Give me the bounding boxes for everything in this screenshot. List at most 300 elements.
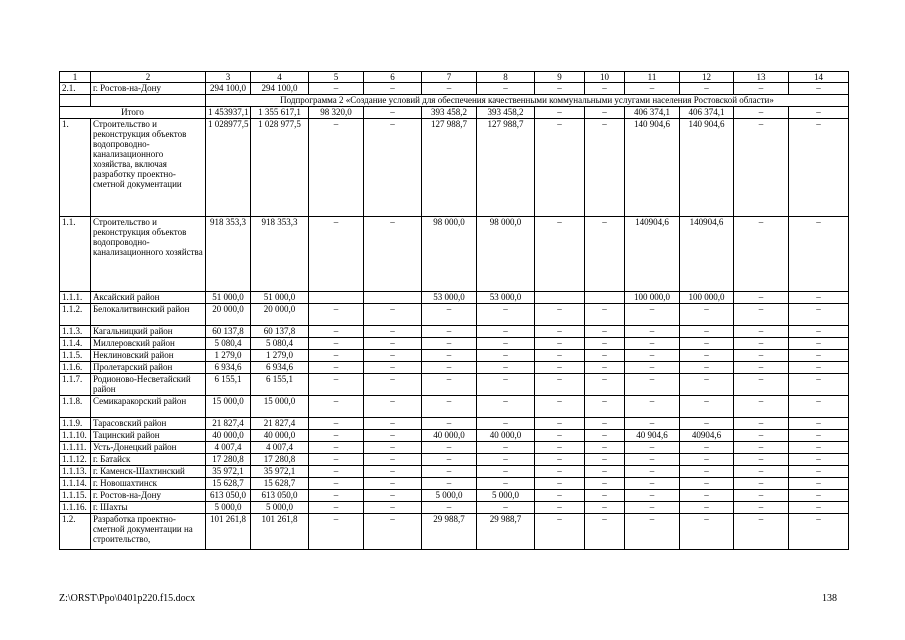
table-row: [60, 83, 849, 95]
table-cell: 406 374,1: [625, 107, 680, 119]
table-cell: 6 934,6: [251, 362, 309, 374]
empty-cell: [60, 95, 91, 107]
table-cell: –: [364, 418, 422, 430]
table-cell: –: [309, 466, 364, 478]
table-cell: 20 000,0: [251, 304, 309, 326]
table-cell: 15 000,0: [206, 396, 251, 418]
table-cell: 393 458,2: [422, 107, 477, 119]
table-cell: 53 000,0: [477, 292, 535, 304]
table-cell: –: [477, 326, 535, 338]
row-number: 1.1.8.: [60, 396, 91, 418]
table-cell: –: [309, 396, 364, 418]
table-cell: –: [477, 362, 535, 374]
table-cell: 100 000,0: [680, 292, 734, 304]
table-cell: –: [789, 430, 849, 442]
table-cell: –: [422, 304, 477, 326]
table-cell: –: [789, 119, 849, 217]
table-cell: –: [364, 396, 422, 418]
table-cell: –: [364, 304, 422, 326]
table-cell: –: [364, 430, 422, 442]
table-cell: –: [477, 502, 535, 514]
table-cell: –: [585, 350, 625, 362]
table-cell: 60 137,8: [206, 326, 251, 338]
table-cell: –: [734, 338, 789, 350]
row-number: 1.1.7.: [60, 374, 91, 396]
table-cell: –: [309, 374, 364, 396]
subprogram-row: [60, 95, 849, 107]
table-cell: 53 000,0: [422, 292, 477, 304]
table-row: [60, 430, 849, 442]
table-cell: –: [535, 107, 585, 119]
table-cell: –: [364, 442, 422, 454]
table-cell: –: [364, 478, 422, 490]
table-cell: –: [585, 304, 625, 326]
table-cell: 5 080,4: [206, 338, 251, 350]
row-number: 1.1.6.: [60, 362, 91, 374]
table-row: [60, 350, 849, 362]
table-cell: –: [309, 217, 364, 292]
table-cell: –: [680, 83, 734, 95]
table-cell: 40 000,0: [422, 430, 477, 442]
table-cell: –: [477, 83, 535, 95]
table-row: [60, 326, 849, 338]
table-cell: –: [364, 217, 422, 292]
table-cell: –: [535, 326, 585, 338]
total-label: Итого: [60, 107, 206, 119]
table-cell: –: [309, 326, 364, 338]
table-cell: –: [309, 304, 364, 326]
table-cell: –: [422, 502, 477, 514]
table-cell: –: [625, 396, 680, 418]
table-cell: –: [364, 502, 422, 514]
table-cell: –: [477, 350, 535, 362]
table-cell: –: [364, 514, 422, 550]
table-cell: –: [789, 292, 849, 304]
table-row: [60, 502, 849, 514]
table-cell: –: [789, 502, 849, 514]
table-cell: –: [309, 490, 364, 502]
table-cell: –: [680, 502, 734, 514]
row-number: 1.1.3.: [60, 326, 91, 338]
table-cell: –: [309, 502, 364, 514]
table-cell: –: [680, 478, 734, 490]
table-cell: –: [364, 119, 422, 217]
header-row: [60, 72, 849, 83]
table-cell: –: [789, 418, 849, 430]
table-cell: 40 000,0: [251, 430, 309, 442]
table-cell: –: [789, 338, 849, 350]
row-name: г. Каменск-Шахтинский: [91, 466, 206, 478]
table-cell: –: [585, 119, 625, 217]
row-number: 1.1.13.: [60, 466, 91, 478]
table-cell: 15 000,0: [251, 396, 309, 418]
table-cell: –: [734, 442, 789, 454]
table-row: [60, 490, 849, 502]
table-cell: –: [535, 430, 585, 442]
table-cell: –: [535, 454, 585, 466]
table-cell: 4 007,4: [206, 442, 251, 454]
table-cell: –: [422, 466, 477, 478]
table-cell: –: [422, 442, 477, 454]
table-cell: –: [789, 304, 849, 326]
table-cell: –: [734, 350, 789, 362]
table-cell: –: [625, 478, 680, 490]
column-number-8: 8: [477, 72, 535, 83]
table-cell: 918 353,3: [206, 217, 251, 292]
table-row: [60, 396, 849, 418]
table-cell: –: [535, 217, 585, 292]
row-name: Белокалитвинский район: [91, 304, 206, 326]
table-cell: 1 279,0: [206, 350, 251, 362]
row-number: 1.1.15.: [60, 490, 91, 502]
table-cell: 294 100,0: [251, 83, 309, 95]
table-cell: –: [535, 442, 585, 454]
table-cell: –: [309, 442, 364, 454]
table-cell: –: [477, 374, 535, 396]
table-cell: –: [535, 304, 585, 326]
table-row: [60, 119, 849, 217]
table-cell: –: [309, 418, 364, 430]
table-cell: –: [422, 418, 477, 430]
table-cell: –: [422, 374, 477, 396]
table-cell: –: [477, 466, 535, 478]
table-cell: –: [734, 362, 789, 374]
row-name: г. Батайск: [91, 454, 206, 466]
table-cell: –: [734, 396, 789, 418]
table-cell: 98 000,0: [477, 217, 535, 292]
table-cell: –: [789, 217, 849, 292]
table-cell: –: [535, 119, 585, 217]
row-number: 1.1.12.: [60, 454, 91, 466]
table-cell: 35 972,1: [251, 466, 309, 478]
empty-cell: [91, 95, 206, 107]
table-cell: –: [625, 502, 680, 514]
table-cell: 5 000,0: [422, 490, 477, 502]
table-cell: –: [309, 430, 364, 442]
budget-table: [59, 71, 849, 550]
row-name: г. Ростов-на-Дону: [91, 490, 206, 502]
row-number: 1.1.9.: [60, 418, 91, 430]
column-number-13: 13: [734, 72, 789, 83]
table-cell: –: [477, 478, 535, 490]
table-cell: –: [309, 514, 364, 550]
table-cell: –: [789, 514, 849, 550]
table-cell: –: [585, 83, 625, 95]
table-cell: –: [680, 442, 734, 454]
table-cell: –: [789, 490, 849, 502]
table-cell: 294 100,0: [206, 83, 251, 95]
table-cell: 5 000,0: [206, 502, 251, 514]
table-cell: –: [585, 502, 625, 514]
table-cell: –: [789, 466, 849, 478]
table-cell: 127 988,7: [477, 119, 535, 217]
table-cell: –: [309, 478, 364, 490]
column-number-14: 14: [789, 72, 849, 83]
table-cell: 29 988,7: [422, 514, 477, 550]
row-name: Тарасовский район: [91, 418, 206, 430]
table-cell: 5 000,0: [477, 490, 535, 502]
table-cell: –: [585, 418, 625, 430]
table-cell: –: [364, 454, 422, 466]
row-name: г. Новошахтинск: [91, 478, 206, 490]
table-cell: 140 904,6: [680, 119, 734, 217]
table-cell: –: [789, 396, 849, 418]
table-cell: –: [422, 338, 477, 350]
table-cell: –: [364, 466, 422, 478]
table-cell: –: [585, 326, 625, 338]
table-cell: –: [734, 304, 789, 326]
table-cell: 40 000,0: [206, 430, 251, 442]
table-cell: 140904,6: [625, 217, 680, 292]
table-cell: [309, 292, 364, 304]
table-cell: 29 988,7: [477, 514, 535, 550]
table-cell: –: [734, 454, 789, 466]
table-cell: –: [585, 478, 625, 490]
table-cell: –: [364, 490, 422, 502]
table-cell: 101 261,8: [206, 514, 251, 550]
row-name: Пролетарский район: [91, 362, 206, 374]
table-cell: –: [789, 107, 849, 119]
row-number: 1.1.10.: [60, 430, 91, 442]
table-cell: 6 934,6: [206, 362, 251, 374]
table-cell: –: [585, 442, 625, 454]
table-cell: –: [734, 430, 789, 442]
column-number-1: 1: [60, 72, 91, 83]
column-number-6: 6: [364, 72, 422, 83]
table-cell: –: [477, 418, 535, 430]
table-cell: –: [585, 466, 625, 478]
table-cell: –: [625, 490, 680, 502]
table-cell: 15 628,7: [251, 478, 309, 490]
row-name: Родионово-Несветайский район: [91, 374, 206, 396]
row-name: Усть-Донецкий район: [91, 442, 206, 454]
table-cell: 98 000,0: [422, 217, 477, 292]
table-cell: –: [535, 338, 585, 350]
table-cell: –: [625, 374, 680, 396]
table-cell: –: [477, 396, 535, 418]
table-cell: –: [625, 326, 680, 338]
table-row: [60, 478, 849, 490]
table-cell: –: [625, 350, 680, 362]
row-number: 1.1.14.: [60, 478, 91, 490]
table-cell: –: [364, 326, 422, 338]
row-number: 1.1.11.: [60, 442, 91, 454]
table-cell: 1 279,0: [251, 350, 309, 362]
table-cell: 6 155,1: [251, 374, 309, 396]
table-cell: –: [734, 217, 789, 292]
table-cell: –: [680, 396, 734, 418]
table-cell: –: [309, 119, 364, 217]
table-cell: 98 320,0: [309, 107, 364, 119]
table-cell: –: [422, 350, 477, 362]
column-number-7: 7: [422, 72, 477, 83]
column-number-9: 9: [535, 72, 585, 83]
row-name: Аксайский район: [91, 292, 206, 304]
table-cell: –: [680, 514, 734, 550]
page-number: 138: [822, 593, 837, 604]
row-number: 1.1.16.: [60, 502, 91, 514]
table-cell: –: [625, 466, 680, 478]
table-cell: –: [422, 396, 477, 418]
table-row: [60, 338, 849, 350]
table-cell: –: [789, 362, 849, 374]
table-cell: –: [734, 418, 789, 430]
table-cell: –: [680, 374, 734, 396]
table-cell: –: [309, 338, 364, 350]
table-row: [60, 514, 849, 550]
table-cell: –: [680, 454, 734, 466]
table-cell: –: [364, 338, 422, 350]
table-cell: –: [680, 362, 734, 374]
table-cell: –: [734, 514, 789, 550]
table-cell: –: [625, 514, 680, 550]
row-number: 2.1.: [60, 83, 91, 95]
table-cell: 140 904,6: [625, 119, 680, 217]
table-cell: –: [734, 292, 789, 304]
table-cell: –: [734, 83, 789, 95]
row-name: Разработка проектно-сметной документации на строительство,: [91, 514, 206, 550]
table-row: [60, 374, 849, 396]
table-cell: 5 000,0: [251, 502, 309, 514]
table-cell: –: [789, 442, 849, 454]
table-cell: –: [309, 362, 364, 374]
table-cell: 1 028977,5: [206, 119, 251, 217]
table-cell: –: [477, 304, 535, 326]
table-cell: –: [364, 374, 422, 396]
row-name: Тацинский район: [91, 430, 206, 442]
table-cell: –: [535, 83, 585, 95]
table-cell: –: [535, 478, 585, 490]
table-cell: [585, 292, 625, 304]
table-cell: –: [680, 350, 734, 362]
row-name: Неклиновский район: [91, 350, 206, 362]
row-name: г. Шахты: [91, 502, 206, 514]
table-cell: –: [535, 502, 585, 514]
row-name: Миллеровский район: [91, 338, 206, 350]
table-cell: –: [422, 478, 477, 490]
table-cell: 101 261,8: [251, 514, 309, 550]
column-number-4: 4: [251, 72, 309, 83]
table-cell: 100 000,0: [625, 292, 680, 304]
table-cell: –: [585, 454, 625, 466]
table-cell: –: [625, 304, 680, 326]
table-cell: 21 827,4: [206, 418, 251, 430]
table-cell: 60 137,8: [251, 326, 309, 338]
table-cell: 20 000,0: [206, 304, 251, 326]
table-cell: –: [734, 478, 789, 490]
table-cell: 140904,6: [680, 217, 734, 292]
table-cell: –: [625, 454, 680, 466]
table-cell: –: [625, 362, 680, 374]
table-cell: –: [734, 119, 789, 217]
table-cell: 6 155,1: [206, 374, 251, 396]
table-cell: –: [585, 107, 625, 119]
table-cell: –: [309, 454, 364, 466]
table-cell: –: [789, 326, 849, 338]
table-cell: 406 374,1: [680, 107, 734, 119]
table-cell: 613 050,0: [206, 490, 251, 502]
table-cell: 40 000,0: [477, 430, 535, 442]
table-row: [60, 217, 849, 292]
table-cell: –: [422, 326, 477, 338]
column-number-10: 10: [585, 72, 625, 83]
table-cell: 393 458,2: [477, 107, 535, 119]
table-row: [60, 362, 849, 374]
table-cell: –: [364, 350, 422, 362]
table-cell: –: [680, 304, 734, 326]
table-cell: –: [789, 374, 849, 396]
table-cell: –: [535, 490, 585, 502]
row-name: Семикаракорский район: [91, 396, 206, 418]
subprogram-title: Подпрограмма 2 «Создание условий для обеспечения качественными коммунальными услугами населения Ростовской области»: [206, 95, 849, 107]
row-name: Строительство и реконструкция объектов водопроводно-канализационного хозяйства, включая разработку проектно-сметной документации: [91, 119, 206, 217]
table-cell: –: [364, 83, 422, 95]
table-cell: –: [364, 107, 422, 119]
table-cell: 918 353,3: [251, 217, 309, 292]
table-cell: 15 628,7: [206, 478, 251, 490]
row-number: 1.1.2.: [60, 304, 91, 326]
footer-file-path: Z:\ORST\Ppo\0401p220.f15.docx: [59, 593, 196, 604]
table-cell: –: [422, 83, 477, 95]
table-cell: –: [364, 362, 422, 374]
row-number: 1.1.: [60, 217, 91, 292]
table-cell: 17 280,8: [206, 454, 251, 466]
row-name: Кагальницкий район: [91, 326, 206, 338]
column-number-12: 12: [680, 72, 734, 83]
table-cell: –: [734, 107, 789, 119]
table-row: [60, 442, 849, 454]
column-number-2: 2: [91, 72, 206, 83]
table-cell: –: [585, 490, 625, 502]
table-cell: –: [789, 478, 849, 490]
table-cell: 40 904,6: [625, 430, 680, 442]
table-cell: [535, 292, 585, 304]
table-cell: –: [585, 217, 625, 292]
table-cell: –: [734, 326, 789, 338]
table-cell: –: [585, 338, 625, 350]
table-cell: 1 028 977,5: [251, 119, 309, 217]
table-cell: –: [535, 362, 585, 374]
row-number: 1.2.: [60, 514, 91, 550]
table-cell: –: [535, 396, 585, 418]
table-cell: –: [585, 430, 625, 442]
table-cell: –: [309, 83, 364, 95]
table-row: [60, 304, 849, 326]
table-cell: –: [625, 338, 680, 350]
table-cell: 1 453937,1: [206, 107, 251, 119]
table-cell: –: [477, 454, 535, 466]
table-cell: –: [535, 350, 585, 362]
table-cell: 1 355 617,1: [251, 107, 309, 119]
row-number: 1.: [60, 119, 91, 217]
table-cell: –: [734, 502, 789, 514]
table-cell: 4 007,4: [251, 442, 309, 454]
row-number: 1.1.1.: [60, 292, 91, 304]
table-body: [60, 72, 849, 550]
table-cell: –: [734, 466, 789, 478]
table-cell: –: [585, 396, 625, 418]
table-cell: [364, 292, 422, 304]
table-cell: –: [422, 362, 477, 374]
table-cell: –: [789, 83, 849, 95]
table-cell: 127 988,7: [422, 119, 477, 217]
table-cell: –: [625, 442, 680, 454]
table-cell: 51 000,0: [251, 292, 309, 304]
table-cell: –: [680, 326, 734, 338]
table-cell: –: [734, 374, 789, 396]
table-cell: –: [625, 418, 680, 430]
table-cell: –: [477, 442, 535, 454]
